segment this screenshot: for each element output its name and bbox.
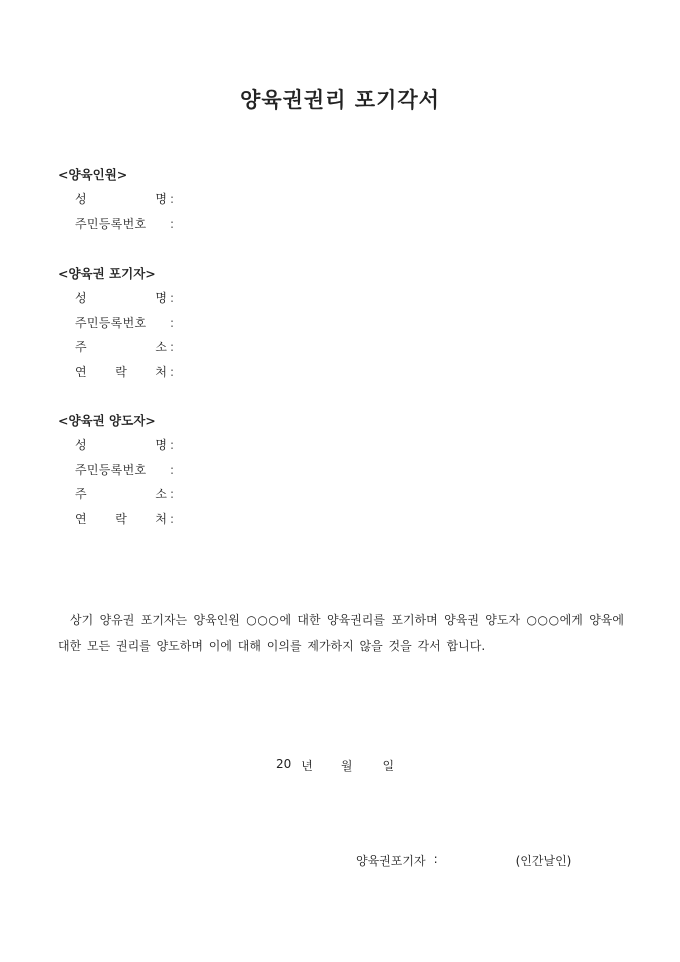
field-label	[75, 433, 167, 458]
field-label	[75, 187, 167, 212]
field-contact	[58, 360, 618, 385]
field-colon: :	[170, 462, 175, 477]
section-custody-waiver	[58, 262, 618, 384]
signature-line	[356, 852, 571, 869]
label-char: 처	[155, 364, 167, 379]
field-colon: :	[170, 438, 175, 452]
field-name	[58, 187, 618, 212]
field-address	[58, 335, 618, 360]
label-char: 주	[75, 340, 87, 354]
field-colon: :	[170, 315, 175, 330]
field-name	[58, 286, 618, 311]
field-colon: :	[170, 291, 175, 305]
label-char: 락	[115, 364, 127, 379]
date-month-unit: 월	[340, 759, 353, 773]
field-label	[75, 482, 167, 507]
label-char: 처	[155, 511, 167, 526]
field-label: 주민등록번호	[75, 315, 147, 330]
field-colon: :	[170, 487, 175, 501]
field-contact	[58, 507, 618, 532]
section-header: <양육권 양도자>	[58, 413, 156, 428]
label-char: 명	[155, 192, 167, 206]
field-colon: :	[170, 340, 175, 354]
field-label: 주민등록번호	[75, 216, 147, 231]
date-year-prefix: 20	[276, 757, 292, 771]
document-title: 양육권권리 포기각서	[240, 87, 440, 112]
field-label	[75, 335, 167, 360]
label-char: 연	[75, 511, 87, 526]
field-label	[75, 286, 167, 311]
label-char: 연	[75, 364, 87, 379]
field-label	[75, 507, 167, 532]
field-name	[58, 433, 618, 458]
label-char: 명	[155, 291, 167, 305]
label-char: 성	[75, 438, 87, 452]
section-header: <양육권 포기자>	[58, 266, 156, 281]
seal-placeholder: (인간날인)	[515, 854, 572, 868]
statement-paragraph: 상기 양유권 포기자는 양육인원 ○○○에 대한 양육권리를 포기하며 양육권 양도자 ○○○에게 양육에 대한 모든 권리를 양도하며 이에 대해 이의를 제가하지 않을 것을 각서 합니다.	[58, 613, 624, 653]
date-day-unit: 일	[382, 759, 395, 773]
label-char: 성	[75, 291, 87, 305]
label-char: 명	[155, 438, 167, 452]
field-label	[75, 360, 167, 385]
date-line	[276, 757, 394, 774]
field-colon: :	[170, 511, 175, 526]
date-year-unit: 년	[301, 759, 313, 773]
label-char: 소	[155, 487, 167, 501]
label-char: 성	[75, 192, 87, 206]
field-resident-number	[58, 458, 618, 483]
field-colon: :	[170, 364, 175, 379]
section-custody-transferee	[58, 409, 618, 531]
field-resident-number	[58, 212, 618, 237]
field-resident-number	[58, 311, 618, 336]
section-custody-person	[58, 163, 618, 236]
field-colon: :	[170, 192, 175, 206]
field-colon: :	[170, 216, 175, 231]
label-char: 소	[155, 340, 167, 354]
signature-label: 양육권포기자	[356, 854, 426, 868]
label-char: 주	[75, 487, 87, 501]
field-label: 주민등록번호	[75, 462, 147, 477]
label-char: 락	[115, 511, 127, 526]
signature-colon: :	[433, 852, 438, 866]
field-address	[58, 482, 618, 507]
section-header: <양육인원>	[58, 167, 128, 182]
